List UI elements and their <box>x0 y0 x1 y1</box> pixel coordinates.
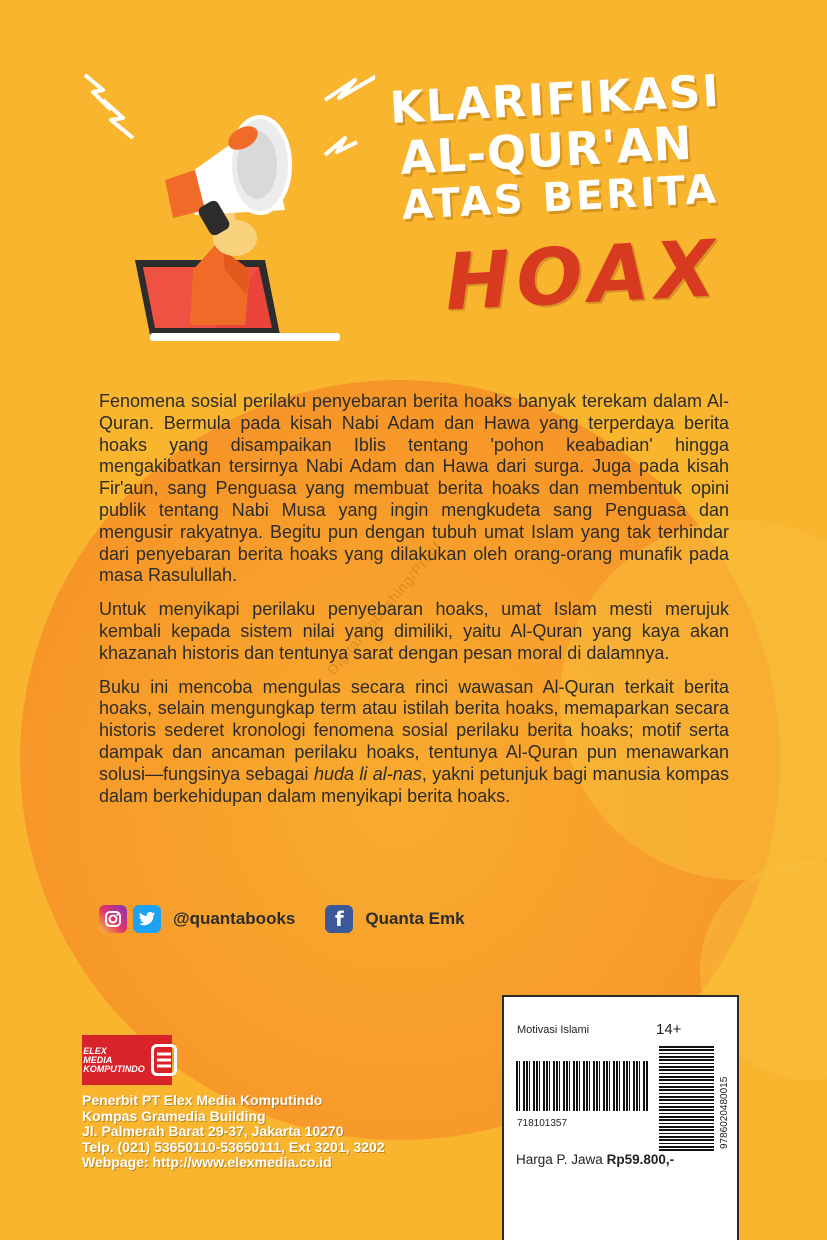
publisher-mark-icon <box>151 1044 177 1076</box>
back-cover-blurb <box>99 391 729 819</box>
lightning-icon <box>325 70 375 100</box>
isbn-barcode-vertical <box>659 1045 714 1151</box>
book-category: Motivasi Islami <box>517 1024 590 1036</box>
title-line-3: ATAS BERITA <box>400 166 721 229</box>
title-line-2: AL-QUR'AN <box>398 115 695 185</box>
publisher-logo <box>82 1035 172 1085</box>
lightning-icon <box>325 138 357 155</box>
barcode-horizontal <box>516 1061 648 1111</box>
title-line-1: KLARIFIKASI <box>388 65 722 134</box>
twitter-icon[interactable] <box>133 905 161 933</box>
megaphone-laptop-illustration <box>75 60 375 350</box>
instagram-twitter-handle[interactable]: @quantabooks <box>173 909 296 928</box>
logo-text-elex: ELEX <box>83 1045 107 1056</box>
watermark: Digital Publishing/Proof <box>324 538 445 678</box>
price-label: Harga P. Jawa <box>516 1152 603 1167</box>
social-media-row <box>99 905 495 933</box>
title-hoax: HOAX <box>442 224 724 329</box>
book-title <box>388 65 770 329</box>
age-rating: 14+ <box>656 1021 682 1038</box>
price-value: Rp59.800,- <box>606 1152 675 1167</box>
publisher-name: Penerbit PT Elex Media Komputindo <box>82 1092 323 1108</box>
lightning-icon <box>103 100 133 138</box>
publisher-phone: Telp. (021) 53650110-53650111, Ext 3201, 3202 <box>82 1138 385 1155</box>
laptop-base <box>150 333 340 341</box>
logo-text-media: MEDIA <box>83 1054 113 1065</box>
publisher-info <box>82 1093 385 1171</box>
blurb-paragraph-1: Fenomena sosial perilaku penyebaran berita hoaks banyak terekam dalam Al-Quran. Bermula pada kisah Nabi Adam dan Hawa yang terperdaya berita hoaks yang disampaikan Iblis tentang 'pohon keabadian' hingga mengakibatkan tersirnya Nabi Adam dan Hawa dari surga. Juga pada kisah Fir'aun, sang Penguasa yang membuat berita hoaks dan membentuk opini publik tentang Nabi Musa yang ingin mengkudeta sang Penguasa dan mengusir rakyatnya. Begitu pun dengan tubuh umat Islam yang tak terhindar dari penyebaran berita hoaks yang dilakukan oleh orang-orang munafik pada masa Rasulullah. <box>99 391 729 586</box>
publisher-webpage: Webpage: http://www.elexmedia.co.id <box>82 1154 332 1170</box>
barcode-box <box>502 995 739 1240</box>
blurb-paragraph-3: Buku ini mencoba mengulas secara rinci wawasan Al-Quran terkait berita hoaks, selain mengungkap term atau istilah berita hoaks, memaparkan secara historis sederet kronologi fenomena sosial perilaku berita hoaks; motif serta dampak dan ancaman perilaku hoaks, tentunya Al-Quran pun menawarkan solusi—fungsinya sebagai huda li al-nas, yakni petunjuk bagi manusia kompas dalam berkehidupan dalam menyikapi berita hoaks. <box>99 676 729 806</box>
facebook-name[interactable]: Quanta Emk <box>365 909 465 928</box>
price <box>516 1152 674 1167</box>
blurb-paragraph-2: Untuk menyikapi perilaku penyebaran hoaks, umat Islam mesti merujuk kembali kepada sistem nilai yang dimiliki, yaitu Al-Quran yang kaya akan khazanah historis dan tentunya sarat dengan pesan moral di dalamnya. <box>99 599 729 663</box>
facebook-icon[interactable]: f <box>325 905 353 933</box>
barcode-number: 718101357 <box>517 1118 568 1129</box>
publisher-address: Jl. Palmerah Barat 29-37, Jakarta 10270 <box>82 1123 344 1139</box>
instagram-icon[interactable] <box>99 905 127 933</box>
publisher-building: Kompas Gramedia Building <box>82 1107 266 1124</box>
logo-text-komputindo: KOMPUTINDO <box>83 1063 145 1074</box>
isbn-number: 9786020480015 <box>719 1076 730 1149</box>
